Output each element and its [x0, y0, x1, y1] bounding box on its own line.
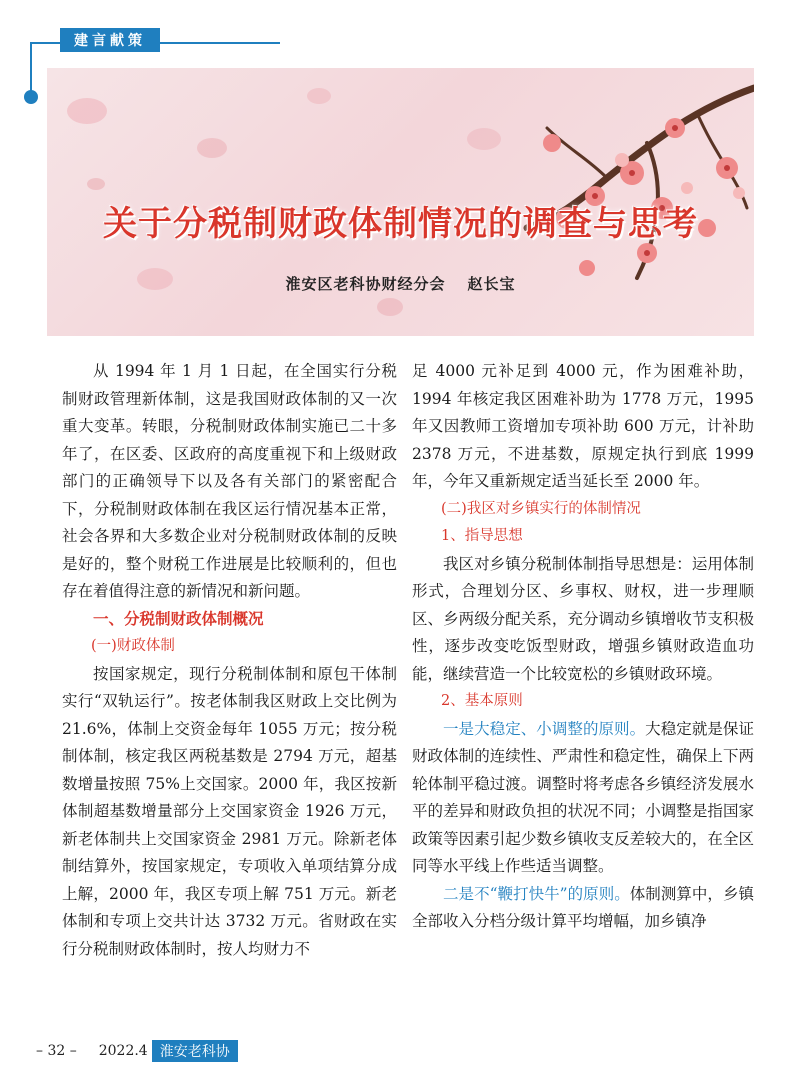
- subsection-heading: (二)我区对乡镇实行的体制情况: [441, 500, 641, 517]
- principle-text: 体制测算中，乡镇全部收入分档分级计算平均增幅，加乡镇净: [412, 884, 754, 930]
- page-number: – 32 –: [36, 1043, 77, 1059]
- body-paragraph: [412, 881, 754, 936]
- issue-number: 2022.4: [98, 1043, 148, 1059]
- section-heading: 一、分税制财政体制概况: [93, 610, 264, 628]
- body-paragraph: 从 1994 年 1 月 1 日起，在全国实行分税制财政管理新体制，这是我国财政体制的又一次重大变革。转眼，分税制财政体制实施已二十多年了，在区委、区政府的高度重视下和上级财政部门的正确领导下以及各有关部门的紧密配合下，分税制财政体制在我区运行情况基本正常，社会各界和大多数企业对分税制财政体制的反映是好的，整个财税工作进展是比较顺利的，但也存在着值得注意的新情况和新问题。: [62, 362, 397, 600]
- right-column: [412, 358, 754, 936]
- article-byline: [47, 273, 754, 294]
- body-paragraph: [412, 716, 754, 881]
- principle-lead: 二是不“鞭打快牛”的原则。: [443, 884, 630, 903]
- author-name: 赵长宝: [467, 276, 516, 293]
- numbered-heading: 1、指导思想: [441, 528, 523, 544]
- magazine-name: 淮安老科协: [152, 1040, 238, 1062]
- header-vertical-rule: [30, 42, 32, 94]
- section-tag: 建言献策: [60, 28, 160, 52]
- left-column: [62, 358, 397, 963]
- body-paragraph: 我区对乡镇分税制体制指导思想是：运用体制形式，合理划分区、乡事权、财权，进一步理顺区、乡两级分配关系，充分调动乡镇增收节支积极性，逐步改变吃饭型财政，增强乡镇财政造血功能，继续营造一个比较宽松的乡镇财政环境。: [412, 554, 754, 683]
- article-banner: [47, 68, 754, 336]
- header-dot: [24, 90, 38, 104]
- body-paragraph: 足 4000 元补足到 4000 元，作为困难补助，1994 年核定我区困难补助为 1778 万元，1995 年又因教师工资增加专项补助 600 万元，计补助 2378 万元，不进基数，原规定执行到底 1999 年，今年又重新规定适当延长至 2000 年。: [412, 362, 754, 490]
- article-title: 关于分税制财政体制情况的调查与思考: [103, 204, 698, 244]
- subsection-heading: (一)财政体制: [91, 638, 175, 654]
- principle-lead: 一是大稳定、小调整的原则。: [443, 719, 646, 738]
- page-footer: [36, 1041, 238, 1061]
- numbered-heading: 2、基本原则: [441, 693, 523, 709]
- author-organization: 淮安区老科协财经分会: [285, 276, 446, 293]
- body-paragraph: 按国家规定，现行分税制体制和原包干体制实行“双轨运行”。按老体制我区财政上交比例为 21.6%，体制上交资金每年 1055 万元；按分税制体制，核定我区两税基数是 2794 万元，超基数增量按照 75%上交国家。2000 年，我区按新体制超基数增量部分上交国家资金 1926 万元，新老体制共上交国家资金 2981 万元。除新老体制结算外，按国家规定，专项收入单项结算分成上解，2000 年，我区专项上解 751 万元。新老体制和专项上交共计达 3732 万元。省财政在实行分税制财政体制时，按人均财力不: [62, 664, 397, 958]
- principle-text: 大稳定就是保证财政体制的连续性、严肃性和稳定性，确保上下两轮体制平稳过渡。调整时将考虑各乡镇经济发展水平的差异和财政负担的状况不同；小调整是指国家政策等因素引起少数乡镇收支反差较大的，在全区同等水平线上作些适当调整。: [412, 719, 754, 875]
